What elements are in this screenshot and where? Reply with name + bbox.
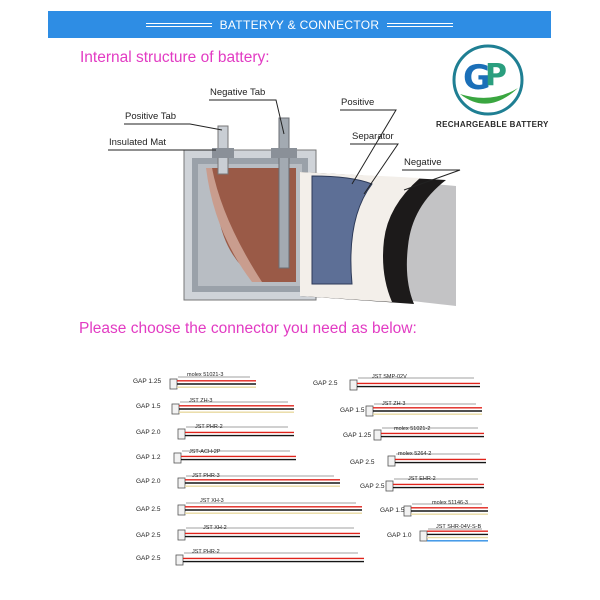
connector-model-label: JST ZH-3 — [189, 398, 213, 404]
connector-plug-icon — [172, 404, 179, 414]
connector-gap-label: GAP 1.5 — [136, 403, 161, 410]
connector-heading: Please choose the connector you need as below: — [79, 320, 417, 337]
connector-model-label: JST XH-2 — [203, 525, 227, 531]
connector-model-label: JST PHR-2 — [195, 424, 223, 430]
connector-model-label: molex 51021-3 — [187, 372, 224, 378]
connector-plug-icon — [350, 380, 357, 390]
connector-gap-label: GAP 2.5 — [313, 380, 338, 387]
connector-gap-label: GAP 2.0 — [136, 478, 161, 485]
connector-model-label: JST EHR-2 — [408, 476, 436, 482]
connector-plug-icon — [366, 406, 373, 416]
connector-model-label: JST ZH-3 — [382, 401, 406, 407]
connector-gap-label: GAP 2.5 — [136, 532, 161, 539]
positive-label: Positive — [341, 97, 375, 108]
positive-tab-label: Positive Tab — [125, 111, 177, 122]
logo-caption: RECHARGEABLE BATTERY — [436, 120, 549, 129]
connector-model-label: molex 51146-3 — [432, 500, 468, 506]
negative-tab-label: Negative Tab — [210, 87, 266, 98]
connector-plug-icon — [178, 505, 185, 515]
connector-plug-icon — [178, 429, 185, 439]
connector-plug-icon — [374, 430, 381, 440]
banner-title: BATTERYY & CONNECTOR — [219, 17, 380, 32]
connector-model-label: JST SHR-04V-S-B — [436, 524, 482, 530]
connector-gap-label: GAP 1.2 — [136, 454, 161, 461]
connector-model-label: molex 51021-2 — [394, 426, 431, 432]
svg-text:G: G — [463, 58, 491, 98]
connector-gap-label: GAP 2.5 — [136, 555, 161, 562]
connector-model-label: JST PHR-2 — [192, 549, 220, 555]
connector-plug-icon — [174, 453, 181, 463]
connector-model-label: molex 5264-2 — [398, 451, 432, 457]
connector-plug-icon — [386, 481, 393, 491]
connector-model-label: JST SMP-02V — [372, 374, 407, 380]
connector-model-label: JST-ACH-2P — [189, 449, 221, 455]
connector-plug-icon — [388, 456, 395, 466]
connector-gap-label: GAP 2.5 — [360, 483, 385, 490]
connector-gap-label: GAP 2.5 — [350, 459, 375, 466]
connector-gap-label: GAP 1.0 — [387, 532, 412, 539]
negative-label: Negative — [404, 157, 442, 168]
connector-plug-icon — [170, 379, 177, 389]
insulated-mat-label: Insulated Mat — [109, 137, 167, 148]
connector-plug-icon — [404, 506, 411, 516]
connector-gap-label: GAP 1.25 — [343, 432, 372, 439]
connector-gap-label: GAP 1.5 — [380, 507, 405, 514]
svg-text:P: P — [485, 58, 507, 93]
connector-gap-label: GAP 1.5 — [340, 407, 365, 414]
structure-heading: Internal structure of battery: — [80, 49, 270, 66]
connector-gap-label: GAP 2.0 — [136, 429, 161, 436]
connector-plug-icon — [420, 531, 427, 541]
connector-plug-icon — [178, 530, 185, 540]
separator-label: Separator — [352, 131, 394, 142]
connector-gap-label: GAP 1.25 — [133, 378, 162, 385]
connector-model-label: JST XH-3 — [200, 498, 224, 504]
connector-plug-icon — [178, 478, 185, 488]
connector-model-label: JST PHR-3 — [192, 473, 220, 479]
connector-gap-label: GAP 2.5 — [136, 506, 161, 513]
connector-plug-icon — [176, 555, 183, 565]
